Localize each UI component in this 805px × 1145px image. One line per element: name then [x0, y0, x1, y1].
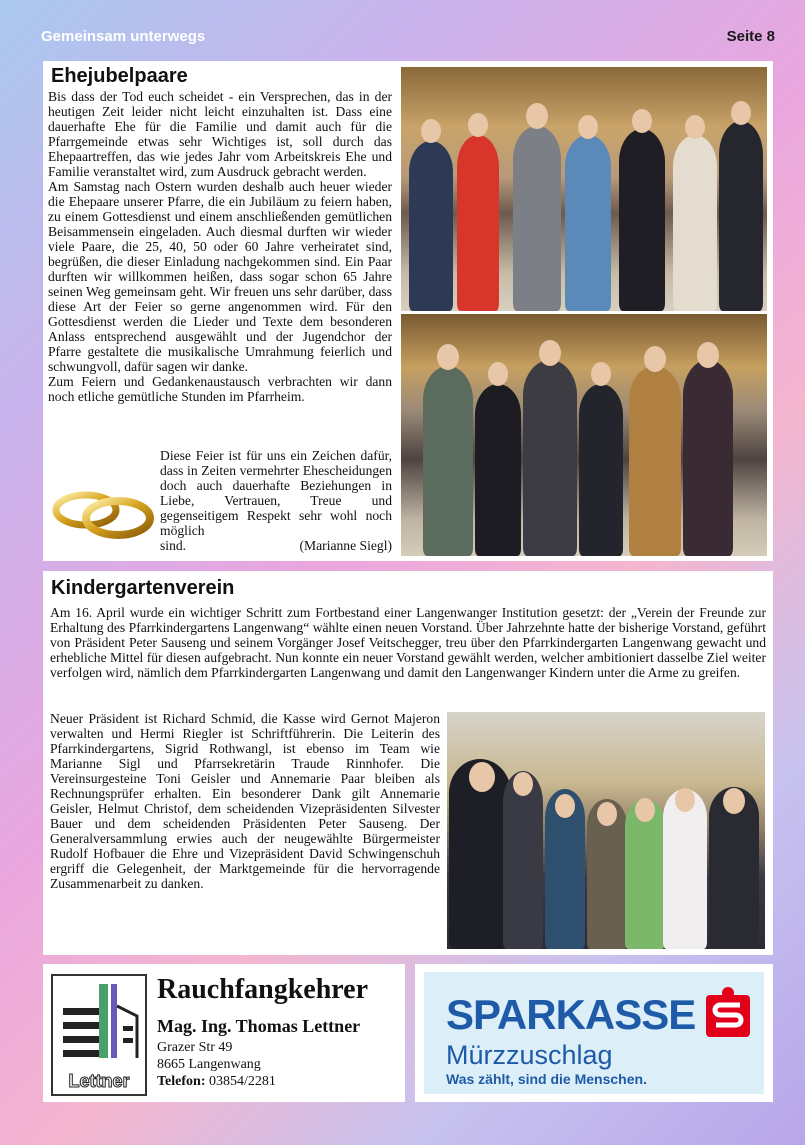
photo-couples-group-1	[401, 67, 767, 311]
ad-city: 8665 Langenwang	[157, 1057, 261, 1072]
photo-kindergarten-board	[447, 712, 765, 949]
phone-label: Telefon:	[157, 1074, 206, 1089]
sparkasse-city: Mürzzuschlag	[446, 1040, 613, 1070]
paragraph: Am Samstag nach Ostern wurden deshalb auch heuer wieder die Ehepaare unserer Pfarre, die ein Jubiläum zu feiern haben, zu einem Gottesdienst und einem anschließenden gemütlichen Beisammensein eingeladen. Auch diesmal durften wir wieder viele Paare, die 25, 40, 50 oder 60 Jahre verheiratet sind, begrüßen, die dieser Einladung nachgekommen sind. Ein Paar durften wir willkommen heißen, dass sogar schon 65 Jahre seinen Weg gemeinsam geht. Wir freuen uns sehr darüber, dass diese Art der Feier so gerne angenommen wird. Für den Gottesdienst werden die Lieder und Texte dem besonderen Anlass entsprechend ausgewählt und der Jugendchor der Pfarre gestaltete die musikalische Umrahmung feierlich und schwungvoll, dafür sagen wir danke.	[48, 179, 392, 374]
article-intro: Am 16. April wurde ein wichtiger Schritt zum Fortbestand einer Langenwanger Institution gesetzt: der „Verein der Freunde zur Erhaltung des Pfarrkindergartens Langenwang“ wählte einen neuen Vorstand. Über Jahrzehnte hatte der bisherige Vorstand, geführt von Präsident Peter Sauseng und seinem Vorgänger Josef Veitschegger, treu über den Pfarrkindergarten Langenwang gewacht und erhebliche Mittel für diesen aufgebracht. Nun konnte ein neuer Vorstand gewählt werden, welcher ambitioniert dasselbe Ziel weiter verfolgen wird, nämlich dem Pfarrkindergarten Langenwang und damit den Langenwanger Kindern unter die Arme zu greifen.	[50, 605, 766, 680]
article-closing	[160, 448, 392, 553]
article-title: Kindergartenverein	[51, 577, 235, 599]
article-title: Ehejubelpaare	[51, 65, 188, 87]
ad-rauchfangkehrer	[43, 964, 405, 1102]
ad-title: Rauchfangkehrer	[157, 974, 369, 1005]
photo-couples-group-2	[401, 314, 767, 556]
ad-owner-name: Mag. Ing. Thomas Lettner	[157, 1016, 361, 1036]
ad-sparkasse	[415, 964, 773, 1102]
sparkasse-slogan: Was zählt, sind die Menschen.	[446, 1071, 647, 1087]
article-body: Neuer Präsident ist Richard Schmid, die Kasse wird Gernot Majeron verwalten und Hermi Riegler ist Schriftführerin. Die Leiterin des Pfarrkindergartens, Sigrid Rothwangl, ist ebenso im Team wie Marianne Sigl und Pfarrsekretärin Traude Rinnhofer. Die Vereinsurgesteine Toni Geisler und Annemarie Paar bleiben als Rechnungsprüfer erhalten. Ein besonderer Dank gilt Annemarie Geisler, Helmut Christof, dem scheidenden Vizepräsidenten Silvester Bauer und dem scheidenden Präsidenten Peter Sauseng. Der Generalversammlung erwies auch der neugewählte Bürgermeister Rudolf Hofbauer die Ehre und Vizepräsident David Schwingenschuh ergriff die Gelegenheit, der Marktgemeinde für die hervorragende Zusammenarbeit zu danken.	[50, 711, 440, 891]
ad-phone	[157, 1074, 276, 1090]
logo-text: Lettner	[68, 1071, 130, 1091]
closing-end: sind.	[160, 538, 187, 553]
lettner-logo	[51, 974, 147, 1096]
sparkasse-banner	[424, 972, 764, 1094]
author: (Marianne Siegl)	[299, 538, 392, 553]
sparkasse-brand: SPARKASSE	[446, 991, 696, 1038]
closing-text: Diese Feier ist für uns ein Zeichen dafür, dass in Zeiten vermehrter Ehescheidungen doch auch dauerhafte Beziehungen in Liebe, Vertrauen, Treue und gegenseitigem Respekt sehr wohl noch möglich	[160, 448, 392, 538]
article-kindergartenverein	[43, 571, 773, 955]
wedding-rings-image	[48, 486, 156, 544]
paragraph: Zum Feiern und Gedankenaustausch verbrachten wir dann noch etliche gemütliche Stunden im Pfarrheim.	[48, 374, 392, 404]
paragraph: Bis dass der Tod euch scheidet - ein Versprechen, das in der heutigen Zeit leider nicht leicht einzuhalten ist. Dass eine dauerhafte Ehe für die Familie und damit auch für die Pfarrgemeinde etwas sehr Wichtiges ist, soll durch das Ehepaartreffen, das wie jedes Jahr vom Arbeitskreis Ehe und Familie veranstaltet wird, zum Ausdruck gebracht werden.	[48, 89, 392, 179]
ad-street: Grazer Str 49	[157, 1040, 233, 1055]
sparkasse-s-logo-icon	[706, 987, 750, 1037]
phone-number: 03854/2281	[208, 1074, 276, 1089]
page-number: Seite 8	[726, 28, 775, 45]
chimney-logo-icon	[53, 976, 145, 1072]
header-title: Gemeinsam unterwegs	[41, 28, 206, 45]
article-body	[48, 89, 392, 404]
article-ehejubelpaare	[43, 61, 773, 561]
